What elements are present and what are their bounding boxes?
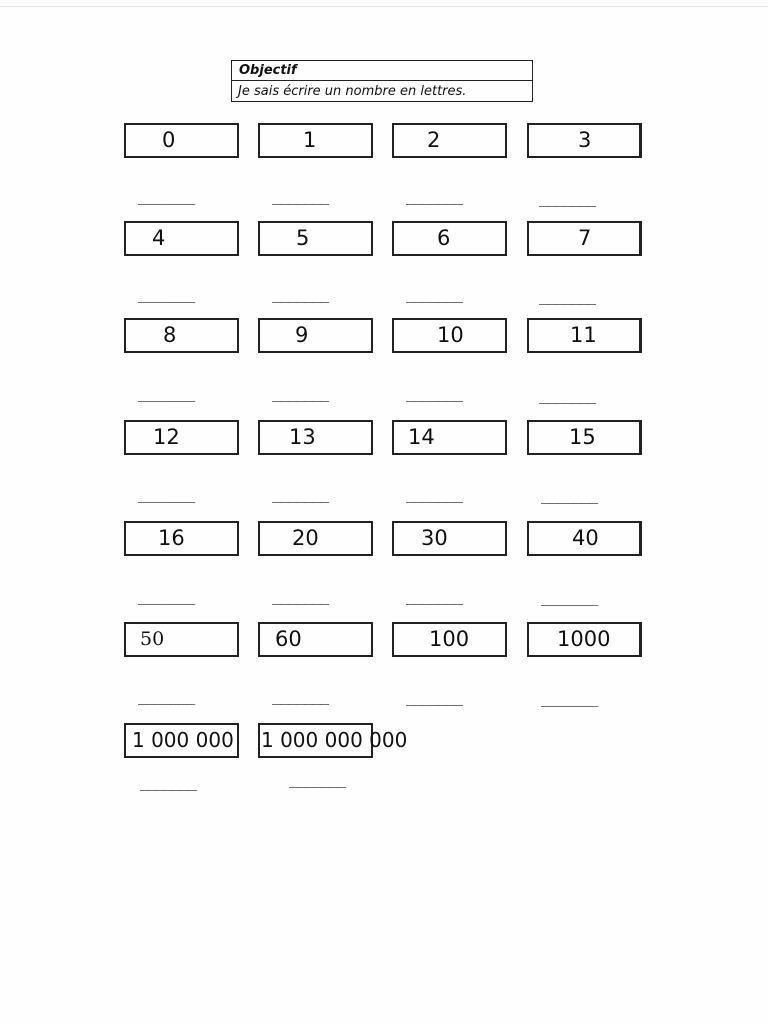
number-box-7: 7 [527, 221, 642, 256]
objective-title: Objectif [232, 61, 532, 81]
answer-blank: _______ [272, 687, 329, 705]
number-box-1-billion: 1 000 000 000 [258, 723, 373, 758]
number-box-40: 40 [527, 521, 642, 556]
answer-blank: _______ [541, 486, 598, 504]
number-box-4: 4 [124, 221, 239, 256]
answer-blank: _______ [138, 485, 195, 503]
answer-blank: _______ [272, 384, 329, 402]
number-box-9: 9 [258, 318, 373, 353]
number-box-1000: 1000 [527, 622, 642, 657]
number-box-20: 20 [258, 521, 373, 556]
objective-box [231, 60, 533, 102]
number-box-3: 3 [527, 123, 642, 158]
answer-blank: _______ [289, 770, 346, 788]
number-box-1: 1 [258, 123, 373, 158]
page-top-divider [0, 6, 768, 7]
number-box-60: 60 [258, 622, 373, 657]
answer-blank: _______ [272, 285, 329, 303]
number-box-11: 11 [527, 318, 642, 353]
answer-blank: _______ [406, 187, 463, 205]
number-box-10: 10 [392, 318, 507, 353]
answer-blank: _______ [539, 386, 596, 404]
answer-blank: _______ [140, 773, 197, 791]
answer-blank: _______ [138, 587, 195, 605]
answer-blank: _______ [138, 687, 195, 705]
number-box-15: 15 [527, 420, 642, 455]
answer-blank: _______ [539, 189, 596, 207]
answer-blank: _______ [406, 384, 463, 402]
number-box-16: 16 [124, 521, 239, 556]
number-box-12: 12 [124, 420, 239, 455]
answer-blank: _______ [406, 587, 463, 605]
number-box-50: 50 [124, 622, 239, 657]
answer-blank: _______ [541, 588, 598, 606]
number-box-0: 0 [124, 123, 239, 158]
number-box-14: 14 [392, 420, 507, 455]
answer-blank: _______ [406, 485, 463, 503]
answer-blank: _______ [541, 689, 598, 707]
number-box-100: 100 [392, 622, 507, 657]
number-box-5: 5 [258, 221, 373, 256]
answer-blank: _______ [272, 587, 329, 605]
answer-blank: _______ [138, 285, 195, 303]
objective-text: Je sais écrire un nombre en lettres. [238, 84, 467, 99]
answer-blank: _______ [272, 485, 329, 503]
number-box-2: 2 [392, 123, 507, 158]
answer-blank: _______ [138, 187, 195, 205]
number-box-30: 30 [392, 521, 507, 556]
answer-blank: _______ [406, 688, 463, 706]
number-box-6: 6 [392, 221, 507, 256]
number-box-13: 13 [258, 420, 373, 455]
answer-blank: _______ [406, 285, 463, 303]
answer-blank: _______ [272, 187, 329, 205]
number-box-1-million: 1 000 000 [124, 723, 239, 758]
answer-blank: _______ [138, 384, 195, 402]
number-box-8: 8 [124, 318, 239, 353]
answer-blank: _______ [539, 287, 596, 305]
